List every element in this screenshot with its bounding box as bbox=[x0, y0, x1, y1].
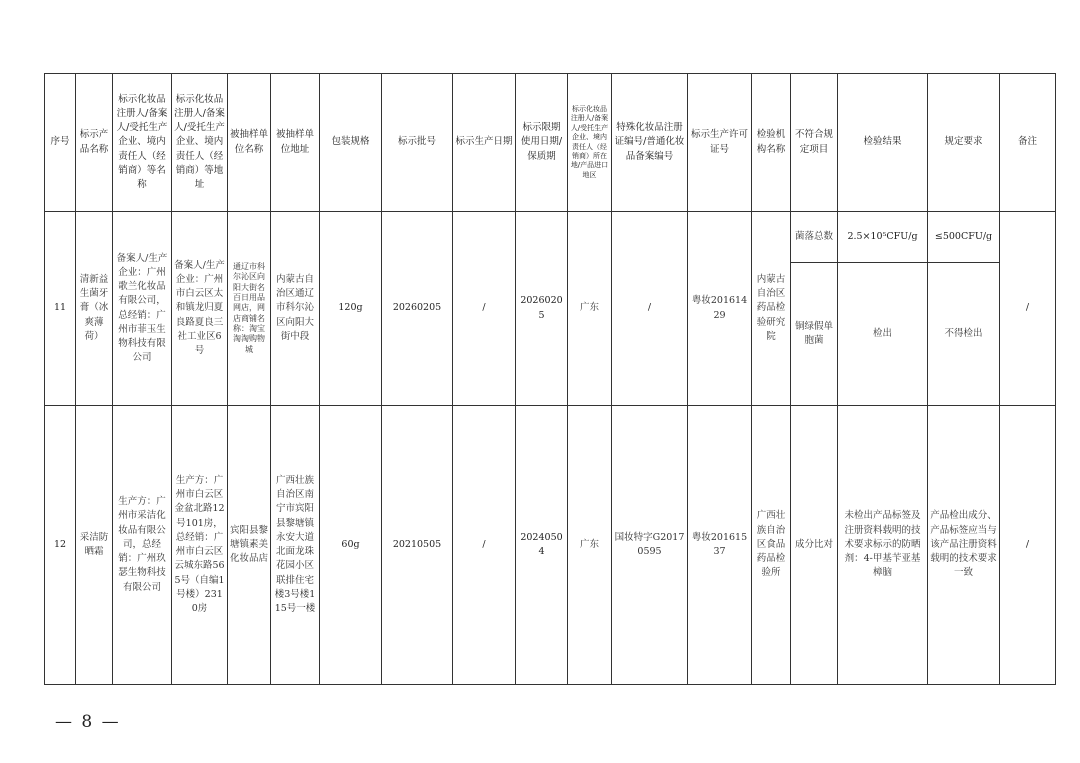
row-product: 采洁防晒霜 bbox=[76, 406, 113, 685]
header-reg-no: 特殊化妆品注册证编号/普通化妆品备案编号 bbox=[612, 74, 688, 212]
row-spec: 60g bbox=[320, 406, 382, 685]
header-company: 标示化妆品注册人/备案人/受托生产企业、境内责任人（经销商）等名称 bbox=[113, 74, 172, 212]
page-number: — 8 — bbox=[55, 712, 121, 732]
header-prod-date: 标示生产日期 bbox=[453, 74, 516, 212]
row-spec: 120g bbox=[320, 212, 382, 406]
header-spec: 包装规格 bbox=[320, 74, 382, 212]
header-requirement: 规定要求 bbox=[928, 74, 1000, 212]
row-prod-date: / bbox=[453, 406, 516, 685]
row-item: 成分比对 bbox=[791, 406, 838, 685]
row-product: 清新益生菌牙膏（冰爽薄荷） bbox=[76, 212, 113, 406]
row-expiry: 20260205 bbox=[516, 212, 568, 406]
header-company-addr: 标示化妆品注册人/备案人/受托生产企业、境内责任人（经销商）等地址 bbox=[172, 74, 228, 212]
row-requirement: 产品检出成分、产品标签应当与该产品注册资料载明的技术要求一致 bbox=[928, 406, 1000, 685]
row-result: 未检出产品标签及注册资料载明的技术要求标示的防晒剂：4-甲基苄亚基樟脑 bbox=[838, 406, 928, 685]
row-seq: 11 bbox=[45, 212, 76, 406]
row-result: 检出 bbox=[838, 263, 928, 406]
row-prod-date: / bbox=[453, 212, 516, 406]
header-sampled-addr: 被抽样单位地址 bbox=[271, 74, 320, 212]
row-batch: 20210505 bbox=[382, 406, 453, 685]
row-result: 2.5×10⁵CFU/g bbox=[838, 212, 928, 263]
header-result: 检验结果 bbox=[838, 74, 928, 212]
header-agency: 检验机构名称 bbox=[752, 74, 791, 212]
row-sampled-addr: 内蒙古自治区通辽市科尔沁区向阳大街中段 bbox=[271, 212, 320, 406]
header-expiry: 标示限期使用日期/保质期 bbox=[516, 74, 568, 212]
row-agency: 内蒙古自治区药品检验研究院 bbox=[752, 212, 791, 406]
row-expiry: 20240504 bbox=[516, 406, 568, 685]
row-origin: 广东 bbox=[568, 406, 612, 685]
row-company: 备案人/生产企业：广州歌兰化妆品有限公司，总经销：广州市菲玉生物科技有限公司 bbox=[113, 212, 172, 406]
row-reg-no: / bbox=[612, 212, 688, 406]
row-item: 铜绿假单胞菌 bbox=[791, 263, 838, 406]
header-sampled-unit: 被抽样单位名称 bbox=[228, 74, 271, 212]
header-product: 标示产品名称 bbox=[76, 74, 113, 212]
row-sampled-unit: 通辽市科尔沁区向阳大街名百日用品网店，网店商铺名称：淘宝淘淘购物城 bbox=[228, 212, 271, 406]
table-row bbox=[45, 212, 1056, 263]
row-requirement: 不得检出 bbox=[928, 263, 1000, 406]
header-row bbox=[45, 74, 1056, 212]
row-sampled-unit: 宾阳县黎塘镇素美化妆品店 bbox=[228, 406, 271, 685]
row-remark: / bbox=[1000, 212, 1056, 406]
header-remark: 备注 bbox=[1000, 74, 1056, 212]
header-seq: 序号 bbox=[45, 74, 76, 212]
row-batch: 20260205 bbox=[382, 212, 453, 406]
table-row bbox=[45, 406, 1056, 685]
row-seq: 12 bbox=[45, 406, 76, 685]
row-item: 菌落总数 bbox=[791, 212, 838, 263]
header-origin: 标示化妆品注册人/备案人/受托生产企业、境内责任人（经销商）所在地/产品进口地区 bbox=[568, 74, 612, 212]
row-origin: 广东 bbox=[568, 212, 612, 406]
header-batch: 标示批号 bbox=[382, 74, 453, 212]
row-company-addr: 生产方：广州市白云区金盆北路12号101房，总经销：广州市白云区云城东路565号（自编1号楼）2310房 bbox=[172, 406, 228, 685]
row-license: 粤妆20161537 bbox=[688, 406, 752, 685]
row-remark: / bbox=[1000, 406, 1056, 685]
inspection-table bbox=[44, 73, 1056, 685]
row-requirement: ≤500CFU/g bbox=[928, 212, 1000, 263]
row-company-addr: 备案人/生产企业：广州市白云区太和镇龙归夏良路夏良三社工业区6号 bbox=[172, 212, 228, 406]
header-license: 标示生产许可证号 bbox=[688, 74, 752, 212]
row-sampled-addr: 广西壮族自治区南宁市宾阳县黎塘镇永安大道北面龙珠花园小区联排住宅楼3号楼115号一楼 bbox=[271, 406, 320, 685]
row-company: 生产方：广州市采洁化妆品有限公司，总经销：广州玖瑟生物科技有限公司 bbox=[113, 406, 172, 685]
row-license: 粤妆20161429 bbox=[688, 212, 752, 406]
row-agency: 广西壮族自治区食品药品检验所 bbox=[752, 406, 791, 685]
header-item: 不符合规定项目 bbox=[791, 74, 838, 212]
row-reg-no: 国妆特字G20170595 bbox=[612, 406, 688, 685]
